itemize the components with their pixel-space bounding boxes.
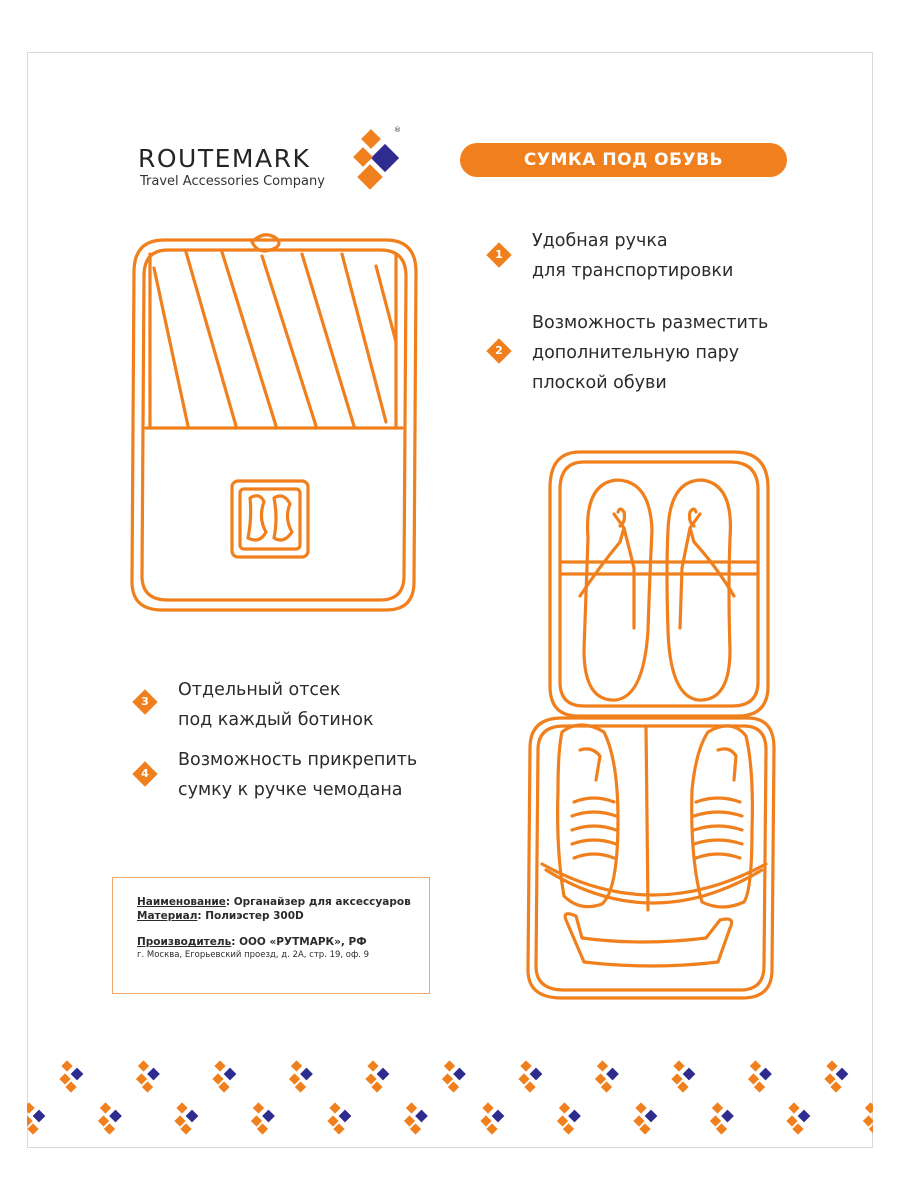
feature-4-text: Возможность прикрепить сумку к ручке чемодана	[178, 750, 418, 800]
feature-2-badge: 2	[486, 338, 511, 363]
info-maker-label: Производитель	[137, 936, 232, 948]
info-material-label: Материал	[137, 910, 198, 922]
registered-mark: ®	[394, 126, 401, 134]
feature-3-badge: 3	[132, 689, 157, 714]
brand-logo	[138, 124, 408, 204]
feature-1-text: Удобная ручка для транспортировки	[532, 231, 734, 281]
feature-2-text: Возможность разместить дополнительную пару плоской обуви	[532, 313, 769, 393]
info-maker-row	[137, 935, 429, 949]
info-name-row	[137, 895, 429, 909]
product-title: СУМКА ПОД ОБУВЬ	[460, 143, 787, 177]
info-name-value: : Органайзер для аксессуаров	[225, 896, 411, 908]
diamond-pattern-decoration	[27, 1060, 873, 1150]
shoe-bag-open-illustration	[522, 450, 777, 1002]
shoe-bag-closed-illustration	[124, 232, 424, 617]
product-info-box	[112, 877, 430, 994]
info-address: г. Москва, Егорьевский проезд, д. 2А, стр. 19, оф. 9	[137, 950, 370, 960]
info-maker-value: : ООО «РУТМАРК», РФ	[231, 936, 367, 948]
brand-tagline: Travel Accessories Company	[140, 174, 325, 189]
feature-3-text: Отдельный отсек под каждый ботинок	[178, 680, 374, 730]
brand-diamond-mark-icon	[350, 124, 408, 198]
info-name-label: Наименование	[137, 896, 226, 908]
feature-1-badge: 1	[486, 242, 511, 267]
info-material-value: : Полиэстер 300D	[197, 910, 304, 922]
brand-name: ROUTEMARK	[138, 144, 311, 173]
info-material-row	[137, 909, 429, 923]
feature-4-badge: 4	[132, 761, 157, 786]
